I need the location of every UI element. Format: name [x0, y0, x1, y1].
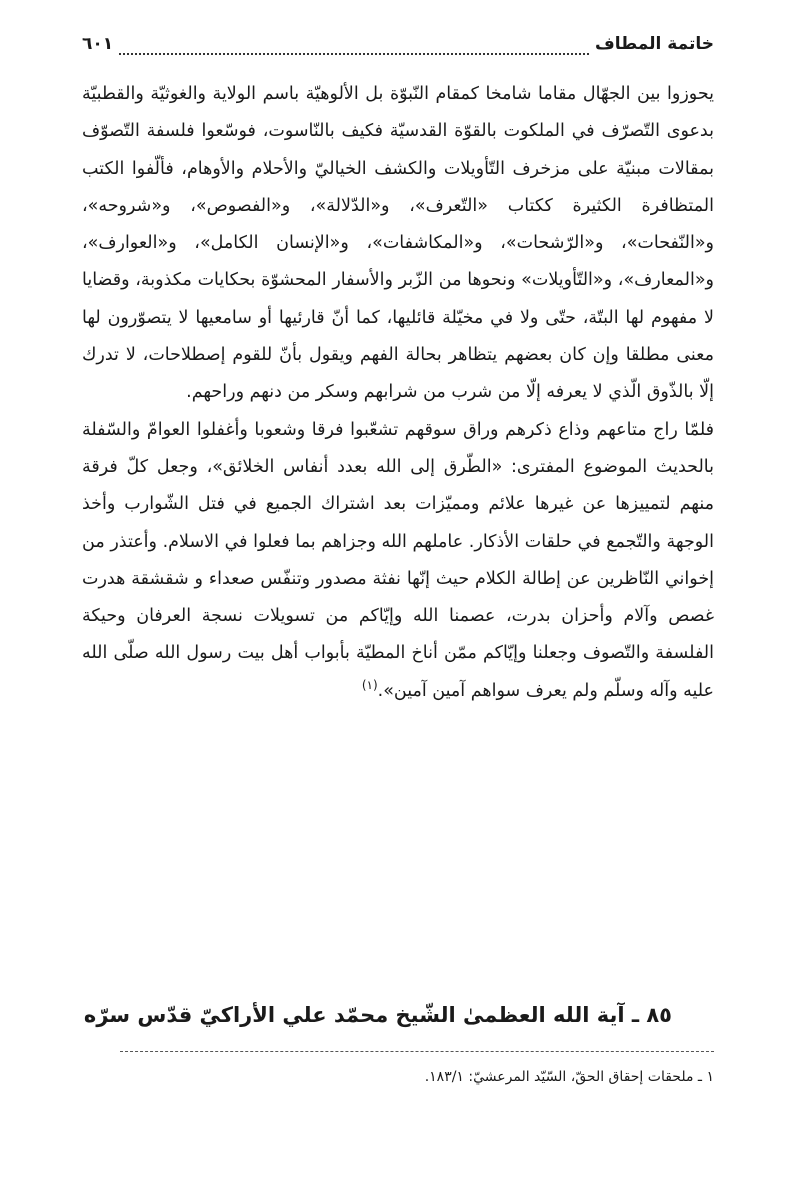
chapter-title: خاتمة المطاف — [595, 34, 714, 54]
paragraph: يحوزوا بين الجهّال مقاما شامخا كمقام النّبوّة بل الألوهيّة باسم الولاية والغوثيّة والقطبيّة بدعوى التّصرّف في الملكوت بالقوّة القدسيّة فكيف بالنّاسوت، فوسّعوا فلسفة التّصوّف بمقالات مبنيّة على مزخرف التّأويلات والكشف الخياليّ والأحلام والأوهام، فألّفوا الكتب المتظافرة الكثيرة ككتاب «التّعرف»، و«الدّلالة»، و«الفصوص»، و«شروحه»، و«النّفحات»، و«الرّشحات»، و«المكاشفات»، و«الإنسان الكامل»، و«العوارف»، و«المعارف»، و«التّأويلات» ونحوها من الزّبر والأسفار المحشوّة بحكايات مكذوبة، وقضايا لا مفهوم لها البتّة، حتّى ولا في مخيّلة قائليها، كما أنّ قارئيها أو سامعيها لا يتصوّرون لها معنى مطلقا وإن كان بعضهم يتظاهر بحالة الفهم ويقول بأنّ للقوم إصطلاحات، لا تدرك إلّا بالذّوق الّذي لا يعرفه إلّا من شرب من شرابهم وسكر من دنهم وراحهم. — [82, 84, 714, 403]
header-dot-leader — [119, 52, 589, 55]
paragraph-text: فلمّا راج متاعهم وذاع ذكرهم وراق سوقهم تشعّبوا فرقا وشعوبا وأغفلوا العوامّ والسّفلة بالحديث الموضوع المفترى: «الطّرق إلى الله بعدد أنفاس الخلائق»، وجعل كلّ فرقة منهم لتمييزها عن غيرها علائم ومميّزات بعد اشتراك الجميع في فتل الشّوارب وأخذ الوجهة والتّجمع في حلقات الأذكار. عاملهم الله وجزاهم بما فعلوا في الاسلام. وأعتذر من إخواني النّاظرين عن إطالة الكلام حيث إنّها نفثة مصدور وتنفّس صعداء و شقشقة هدرت غصص وآلام وأحزان بدرت، عصمنا الله وإيّاكم من تسويلات نسجة العرفان وحيكة الفلسفة والتّصوف وجعلنا وإيّاكم ممّن أناخ المطيّة بأبواب أهل بيت رسول الله صلّى الله عليه وآله وسلّم ولم يعرف سواهم آمين آمين». — [82, 419, 714, 701]
footnote-divider — [120, 1051, 714, 1052]
footnote-reference: (١) — [361, 677, 378, 692]
page-number: ٦٠١ — [82, 34, 114, 54]
body-text — [82, 76, 714, 710]
section-heading: ٨٥ ـ آية الله العظمىٰ الشّيخ محمّد علي الأراكيّ قدّس سرّه — [83, 1003, 672, 1027]
footnote: ١ ـ ملحقات إحقاق الحقّ، السّيّد المرعشيّ: ١٨٣/١. — [424, 1069, 714, 1085]
paragraph — [82, 412, 714, 710]
running-header — [82, 34, 714, 60]
